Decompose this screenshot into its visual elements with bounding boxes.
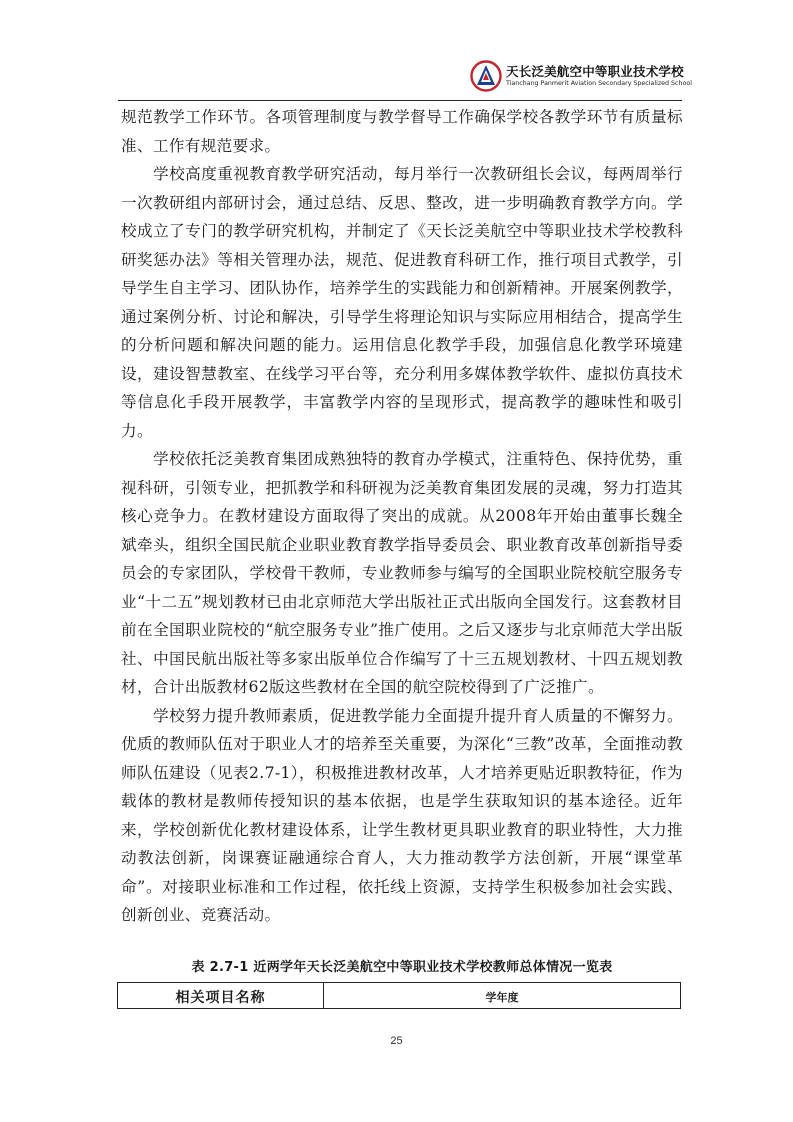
school-name-en: Tianchang Panmerit Aviation Secondary Specialized School [506,80,692,87]
school-logo-icon [470,60,502,92]
teacher-summary-table [117,982,681,1009]
paragraph-2: 学校高度重视教育教学研究活动，每月举行一次教研组长会议，每两周举行一次教研组内部研讨会，通过总结、反思、整改，进一步明确教育教学方向。学校成立了专门的教学研究机构，并制定了《天长泛美航空中等职业技术学校教科研奖惩办法》等相关管理办法，规范、促进教育科研工作，推行项目式教学，引导学生自主学习、团队协作，培养学生的实践能力和创新精神。开展案例教学，通过案例分析、讨论和解决，引导学生将理论知识与实际应用相结合，提高学生的分析问题和解决问题的能力。运用信息化教学手段，加强信息化教学环境建设，建设智慧教室、在线学习平台等，充分利用多媒体教学软件、虚拟仿真技术等信息化手段开展教学，丰富教学内容的呈现形式，提高教学的趣味性和吸引力。 [121,165,683,440]
paragraph-4: 学校努力提升教师素质，促进教学能力全面提升提升育人质量的不懈努力。优质的教师队伍对于职业人才的培养至关重要，为深化“三教”改革，全面推动教师队伍建设（见表2.7-1），积极推进教材改革，人才培养更贴近职教特征，作为载体的教材是教师传授知识的基本依据，也是学生获取知识的基本途径。近年来，学校创新优化教材建设体系，让学生教材更具职业教育的职业特性，大力推动教法创新，岗课赛证融通综合育人，大力推动教学方法创新，开展“课堂革命”。对接职业标准和工作过程，依托线上资源，支持学生积极参加社会实践、创新创业、竞赛活动。 [121,706,683,924]
school-name-cn: 天长泛美航空中等职业技术学校 [506,64,684,79]
page-header [118,56,692,101]
paragraph-1: 规范教学工作环节。各项管理制度与教学督导工作确保学校各教学环节有质量标准、工作有规范要求。 [121,108,683,155]
table-header-cell-item [118,983,324,1008]
page-number: 25 [390,1035,403,1047]
body-text [121,103,683,930]
table-header-academic-year: 学年度 [485,991,519,1004]
paragraph-3: 学校依托泛美教育集团成熟独特的教育办学模式，注重特色、保持优势，重视科研，引领专业，把抓教学和科研视为泛美教育集团发展的灵魂，努力打造其核心竞争力。在教材建设方面取得了突出的成就。从2008年开始由董事长魏全斌牵头，组织全国民航企业职业教育教学指导委员会、职业教育改革创新指导委员会的专家团队，学校骨干教师，专业教师参与编写的全国职业院校航空服务专业“十二五”规划教材已由北京师范大学出版社正式出版向全国发行。这套教材目前在全国职业院校的“航空服务专业”推广使用。之后又逐步与北京师范大学出版社、中国民航出版社等多家出版单位合作编写了十三五规划教材、十四五规划教材，合计出版教材62版这些教材在全国的航空院校得到了广泛推广。 [121,450,683,696]
table-caption: 表 2.7-1 近两学年天长泛美航空中等职业技术学校教师总体情况一览表 [191,960,613,975]
table-header-item-name: 相关项目名称 [175,990,266,1006]
